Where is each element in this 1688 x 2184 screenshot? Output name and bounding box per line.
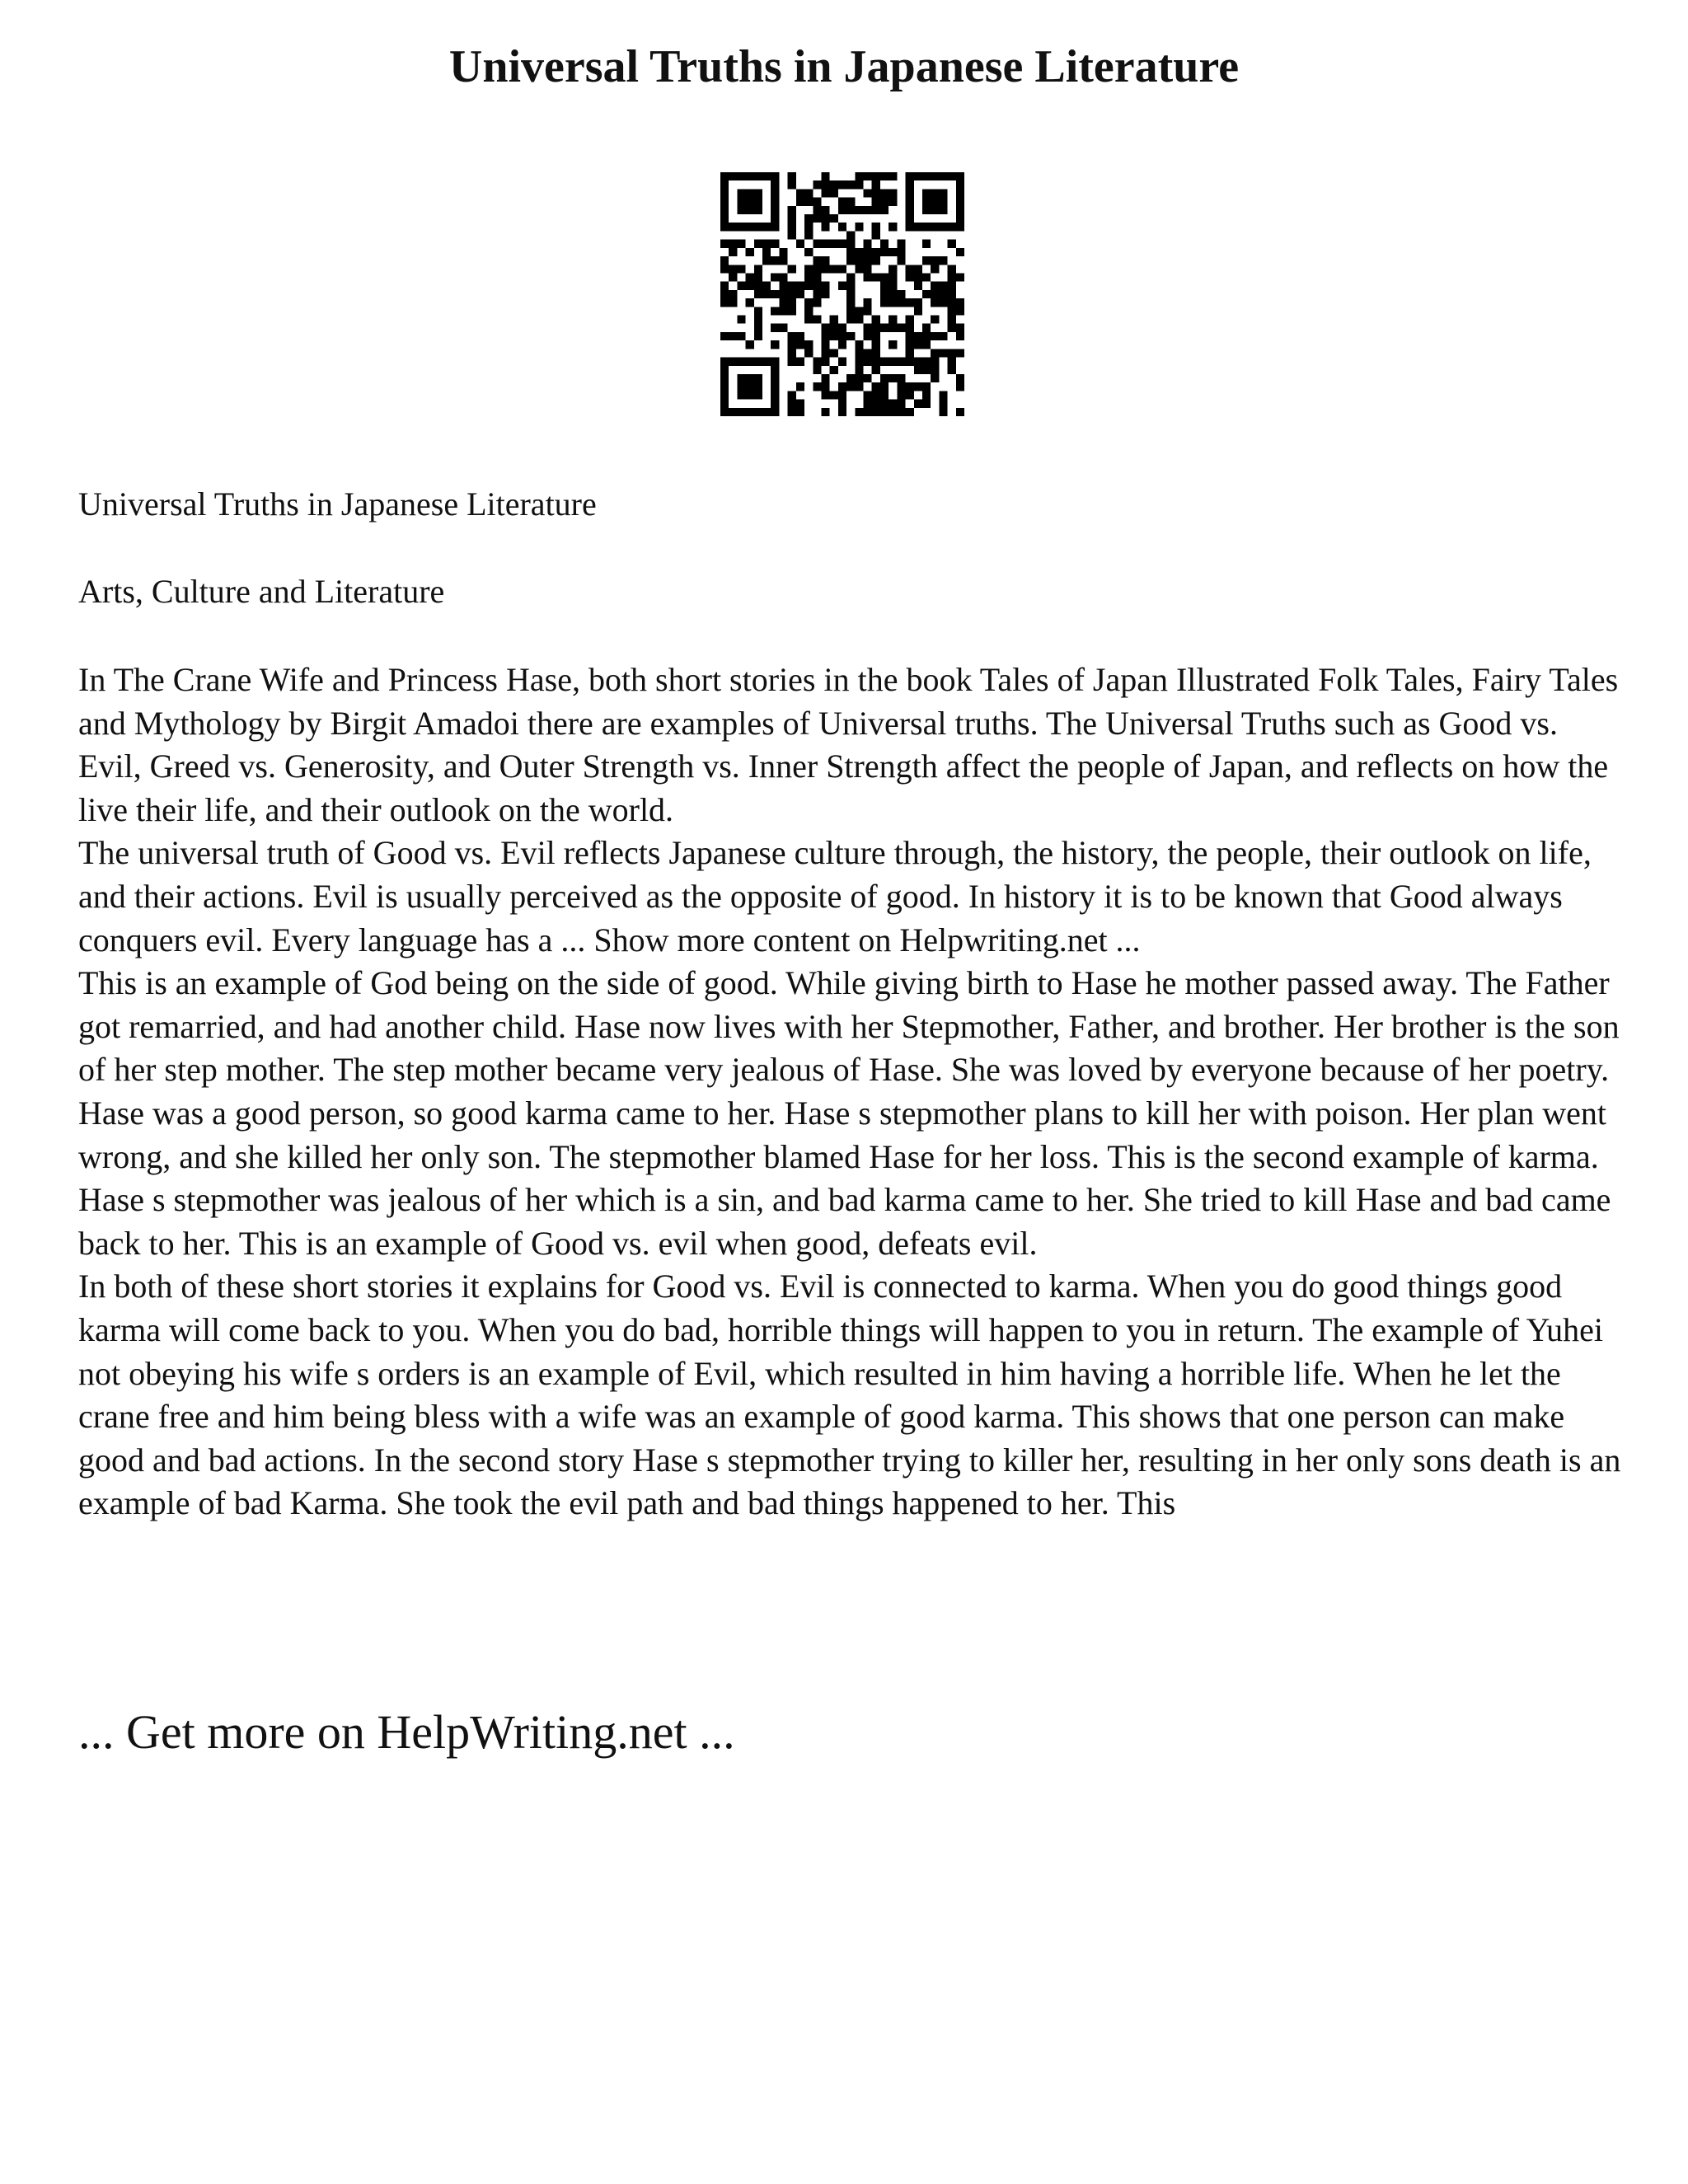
paragraph: In The Crane Wife and Princess Hase, both short stories in the book Tales of Japan Illustrated Folk Tales, Fairy Tales and Mythology by Birgit Amadoi there are examples of Universal truths. The Universal Truths such as Good vs. Evil, Greed vs. Generosity, and Outer Strength vs. Inner Strength affect the people of Japan, and reflects on how the live their life, and their outlook on the world. xyxy=(78,661,1619,828)
paragraph: In both of these short stories it explains for Good vs. Evil is connected to karma. When you do good things good karma will come back to you. When you do bad, horrible things will happen to you in return. The example of Yuhei not obeying his wife s orders is an example of Evil, which resulted in him having a horrible life. When he let the crane free and him being bless with a wife was an example of good karma. This shows that one person can make good and bad actions. In the second story Hase s stepmother trying to killer her, resulting in her only sons death is an example of bad Karma. She took the evil path and bad things happened to her. This xyxy=(78,1268,1621,1522)
document-title: Universal Truths in Japanese Literature xyxy=(448,41,1240,92)
category-label: Arts, Culture and Literature xyxy=(78,573,445,610)
paragraph: This is an example of God being on the side of good. While giving birth to Hase he mother passed away. The Father got remarried, and had another child. Hase now lives with her Stepmother, Father, and brother. Her brother is the son of her step mother. The step mother became very jealous of Hase. She was loved by everyone because of her poetry. Hase was a good person, so good karma came to her. Hase s stepmother plans to kill her with poison. Her plan went wrong, and she killed her only son. The stepmother blamed Hase for her loss. This is the second example of karma. Hase s stepmother was jealous of her which is a sin, and bad karma came to her. She tried to kill Hase and bad came back to her. This is an example of Good vs. evil when good, defeats evil. xyxy=(78,964,1620,1262)
article-body xyxy=(78,658,1628,1526)
get-more-link[interactable]: ... Get more on HelpWriting.net ... xyxy=(78,1705,735,1759)
paragraph: The universal truth of Good vs. Evil reflects Japanese culture through, the history, the people, their outlook on life, and their actions. Evil is usually perceived as the opposite of good. In history it is to be known that Good always conquers evil. Every language has a ... Show more content on Helpwriting.net ... xyxy=(78,834,1592,958)
qr-code-icon xyxy=(720,172,964,416)
document-subtitle: Universal Truths in Japanese Literature xyxy=(78,485,597,523)
